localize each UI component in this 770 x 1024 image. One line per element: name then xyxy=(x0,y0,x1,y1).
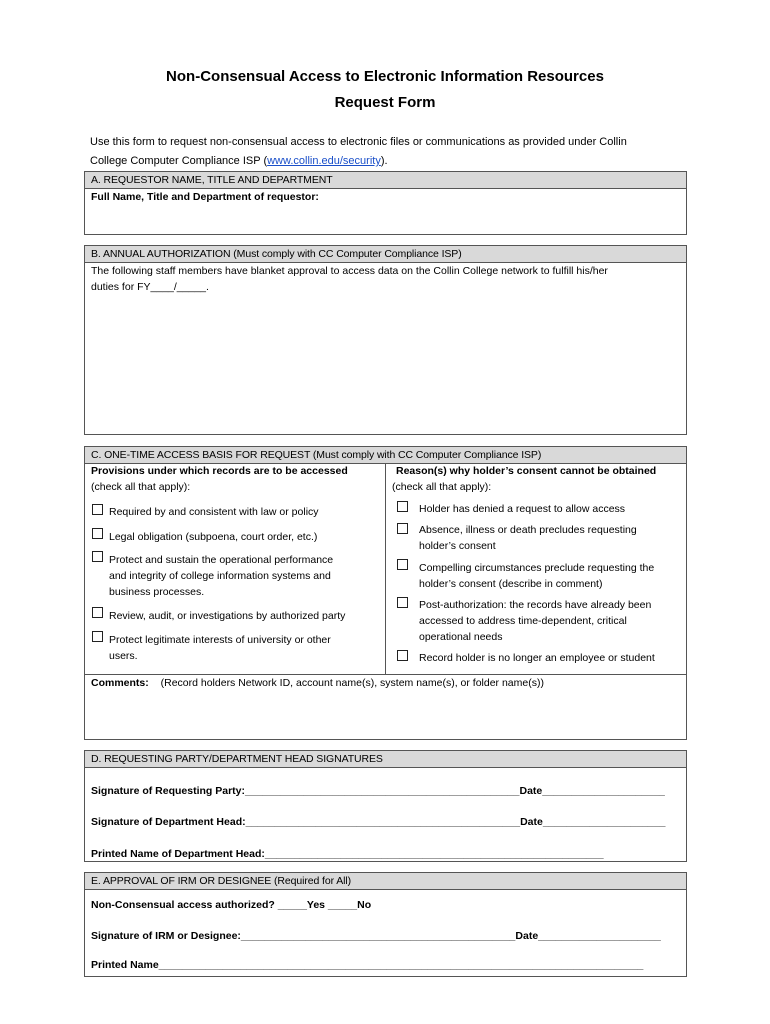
requesting-party-signature-line[interactable]: Signature of Requesting Party:_______________________________________________Date_____________________ xyxy=(91,785,665,797)
comments-hint: (Record holders Network ID, account name(s), system name(s), or folder name(s)) xyxy=(160,677,544,689)
provisions-heading: Provisions under which records are to be accessed xyxy=(91,465,348,477)
security-link[interactable]: www.collin.edu/security xyxy=(267,155,381,167)
section-a-header: A. REQUESTOR NAME, TITLE AND DEPARTMENT xyxy=(85,172,686,189)
checkbox-holder-denied[interactable] xyxy=(397,501,408,512)
section-e-header: E. APPROVAL OF IRM OR DESIGNEE (Required for All) xyxy=(85,873,686,890)
irm-signature-line[interactable]: Signature of IRM or Designee:_______________________________________________Date_____________________ xyxy=(91,930,661,942)
provision-item: Required by and consistent with law or policy xyxy=(109,506,319,518)
provision-item: Legal obligation (subpoena, court order, etc.) xyxy=(109,531,318,543)
section-e xyxy=(84,872,687,977)
column-divider xyxy=(385,463,386,674)
intro-line-2: College Computer Compliance ISP (www.collin.edu/security). xyxy=(90,155,388,167)
reason-item: Compelling circumstances preclude requesting the holder’s consent (describe in comment) xyxy=(419,562,655,590)
comments-row xyxy=(91,675,544,691)
section-d-header: D. REQUESTING PARTY/DEPARTMENT HEAD SIGNATURES xyxy=(85,751,686,768)
form-title: Non-Consensual Access to Electronic Information Resources xyxy=(166,68,604,85)
intro-line-1: Use this form to request non-consensual access to electronic files or communications as provided under Collin xyxy=(90,136,627,148)
section-b xyxy=(84,245,687,435)
section-b-header: B. ANNUAL AUTHORIZATION (Must comply with CC Computer Compliance ISP) xyxy=(85,246,686,263)
section-c xyxy=(84,446,687,740)
checkbox-operational-performance[interactable] xyxy=(92,551,103,562)
checkbox-post-authorization[interactable] xyxy=(397,597,408,608)
checkbox-law-policy[interactable] xyxy=(92,504,103,515)
comments-label: Comments: xyxy=(91,677,149,689)
checkbox-no-longer-employee[interactable] xyxy=(397,650,408,661)
checkbox-absence-illness[interactable] xyxy=(397,523,408,534)
provision-item: Protect legitimate interests of university or other users. xyxy=(109,634,331,662)
reason-item: Record holder is no longer an employee or student xyxy=(419,652,655,664)
reason-item: Post-authorization: the records have already been accessed to address time-dependent, critical operational needs xyxy=(419,599,652,643)
section-a xyxy=(84,171,687,235)
reasons-heading: Reason(s) why holder’s consent cannot be obtained xyxy=(396,465,657,477)
reasons-subheading: (check all that apply): xyxy=(392,481,492,493)
checkbox-legal-obligation[interactable] xyxy=(92,528,103,539)
checkbox-compelling-circumstances[interactable] xyxy=(397,559,408,570)
provision-item: Review, audit, or investigations by authorized party xyxy=(109,610,346,622)
form-subtitle: Request Form xyxy=(334,94,436,111)
provisions-subheading: (check all that apply): xyxy=(91,481,191,493)
provision-item: Protect and sustain the operational performance and integrity of college information systems and business processes. xyxy=(109,554,334,598)
department-head-signature-line[interactable]: Signature of Department Head:_______________________________________________Date_____________________ xyxy=(91,816,666,828)
annual-auth-line-2: duties for FY____/_____. xyxy=(91,281,209,293)
intro-paragraph xyxy=(90,133,690,171)
irm-printed-name-line[interactable]: Printed Name___________________________________________________________________________________ xyxy=(91,959,644,971)
access-authorized-line[interactable]: Non-Consensual access authorized? _____Yes _____No xyxy=(91,899,372,911)
section-c-header: C. ONE-TIME ACCESS BASIS FOR REQUEST (Must comply with CC Computer Compliance ISP) xyxy=(85,447,686,464)
reason-item: Holder has denied a request to allow access xyxy=(419,503,626,515)
department-head-printed-name-line[interactable]: Printed Name of Department Head:__________________________________________________________ xyxy=(91,848,604,860)
requestor-label: Full Name, Title and Department of requestor: xyxy=(91,191,319,203)
checkbox-legitimate-interests[interactable] xyxy=(92,631,103,642)
reason-item: Absence, illness or death precludes requesting holder’s consent xyxy=(419,524,637,552)
annual-auth-line-1: The following staff members have blanket approval to access data on the Collin College network to fulfill his/her xyxy=(91,265,608,277)
checkbox-review-audit[interactable] xyxy=(92,607,103,618)
section-d xyxy=(84,750,687,862)
